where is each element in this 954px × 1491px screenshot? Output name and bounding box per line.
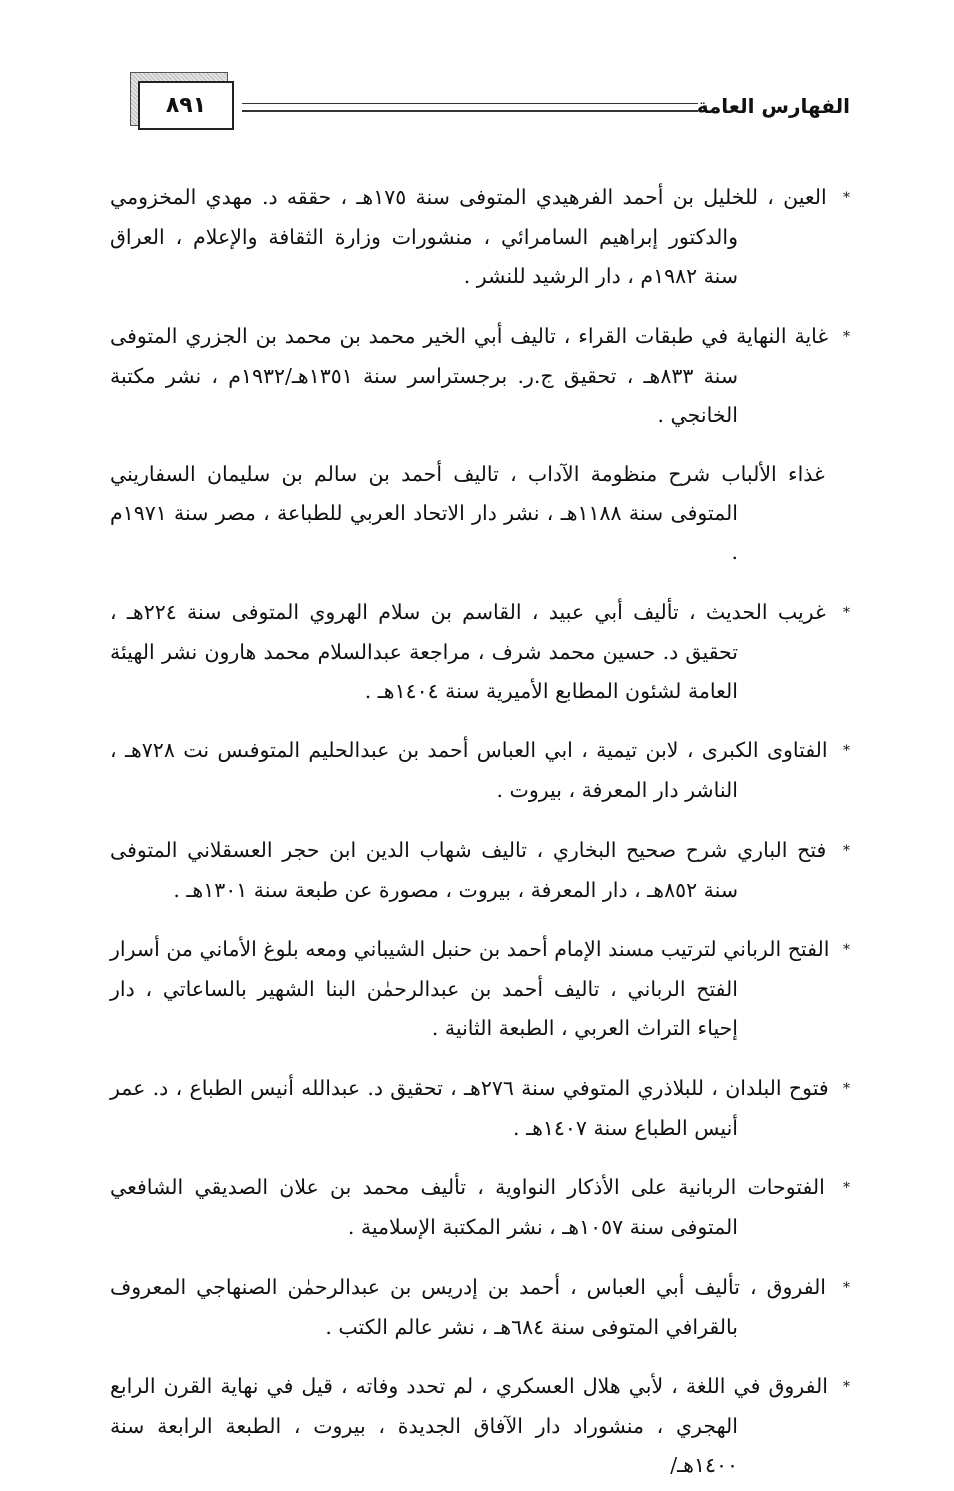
bullet-icon: * <box>842 1379 850 1395</box>
entry-text: غاية النهاية في طبقات القراء ، تاليف أبي الخير محمد بن محمد بن الجزري المتوفى سنة ٨٣٣هـ ، تحقيق ج.ر. برجستراسر سنة ١٣٥١هـ/١٩٣٢م ، نشر مكتبة الخانجي . <box>110 323 829 427</box>
bibliography-entry <box>110 455 850 572</box>
bullet-icon: * <box>843 1279 850 1296</box>
entry-text: غريب الحديث ، تأليف أبي عبيد ، القاسم بن سلام الهروي المتوفى سنة ٢٢٤هـ ، تحقيق د. حسين محمد شرف ، مراجعة عبدالسلام محمد هارون نشر الهيئة العامة لشئون المطابع الأميرية سنة ١٤٠٤هـ . <box>110 599 826 703</box>
bibliography-entry <box>110 1268 850 1347</box>
header-rule <box>242 103 698 112</box>
entry-text: الفتح الرباني لترتيب مسند الإمام أحمد بن حنبل الشيباني ومعه بلوغ الأماني من أسرار الفتح الرباني ، تاليف أحمد بن عبدالرحمٰن البنا الشهير بالساعاتي ، دار إحياء التراث العربي ، الطبعة الثانية . <box>110 937 830 1040</box>
bullet-icon: * <box>843 743 850 759</box>
bibliography-list <box>110 178 850 1491</box>
bibliography-entry <box>110 831 850 910</box>
bibliography-entry <box>110 1069 850 1148</box>
bullet-icon: * <box>843 190 850 206</box>
bullet-icon: * <box>842 842 850 859</box>
bibliography-entry <box>110 930 850 1048</box>
running-title: الفهارس العامة <box>696 94 850 118</box>
entry-text: الفتاوى الكبرى ، لابن تيمية ، ابي العباس أحمد بن عبدالحليم المتوفىس نت ٧٢٨هـ ، الناشر دار المعرفة ، بيروت . <box>110 738 828 802</box>
entry-text: فتح الباري شرح صحيح البخاري ، تاليف شهاب الدين ابن حجر العسقلاني المتوفى سنة ٨٥٢هـ ، دار المعرفة ، بيروت ، مصورة عن طبعة سنة ١٣٠١هـ . <box>110 837 827 902</box>
bullet-icon: * <box>842 942 850 958</box>
entry-text: الفروق في اللغة ، لأبي هلال العسكري ، لم تحدد وفاته ، قيل في نهاية القرن الرابع الهجري ، منشوراد دار الآفاق الجديدة ، بيروت ، الطبعة الرابعة سنة ١٤٠٠هـ/ <box>110 1374 828 1477</box>
bullet-icon: * <box>843 1180 850 1196</box>
bullet-icon: * <box>842 1080 850 1097</box>
entry-text: الفتوحات الربانية على الأذكار النواوية ، تأليف محمد بن علان الصديقي الشافعي المتوفى سنة ١٠٥٧هـ ، نشر المكتبة الإسلامية . <box>110 1175 825 1239</box>
bullet-icon: * <box>843 328 850 345</box>
bibliography-entry <box>110 731 850 810</box>
page-header <box>120 72 850 132</box>
bibliography-entry <box>110 593 850 711</box>
bibliography-entry <box>110 1367 850 1485</box>
entry-text: الفروق ، تأليف أبي العباس ، أحمد بن إدريس بن عبدالرحمٰن الصنهاجي المعروف بالقرافي المتوفى سنة ٦٨٤هـ ، نشر عالم الكتب . <box>110 1274 827 1339</box>
entry-text: العين ، للخليل بن أحمد الفرهيدي المتوفى سنة ١٧٥هـ ، حققه د. مهدي المخزومي والدكتور إبراهيم السامرائي ، منشورات وزارة الثقافة والإعلام ، العراق سنة ١٩٨٢م ، دار الرشيد للنشر . <box>110 185 827 288</box>
bibliography-entry <box>110 178 850 296</box>
page-number: ٨٩١ <box>138 81 234 130</box>
bullet-icon: * <box>842 604 850 621</box>
bibliography-entry <box>110 317 850 435</box>
entry-text: فتوح البلدان ، للبلاذري المتوفي سنة ٢٧٦هـ ، تحقيق د. عبدالله أنيس الطباع ، د. عمر أنيس الطباع سنة ١٤٠٧هـ . <box>110 1075 829 1140</box>
bibliography-entry <box>110 1168 850 1247</box>
entry-text: غذاء الألباب شرح منظومة الآداب ، تاليف أحمد بن سالم بن سليمان السفاريني المتوفى سنة ١١٨٨هـ ، نشر دار الاتحاد العربي للطباعة ، مصر سنة ١٩٧١م . <box>110 462 825 564</box>
